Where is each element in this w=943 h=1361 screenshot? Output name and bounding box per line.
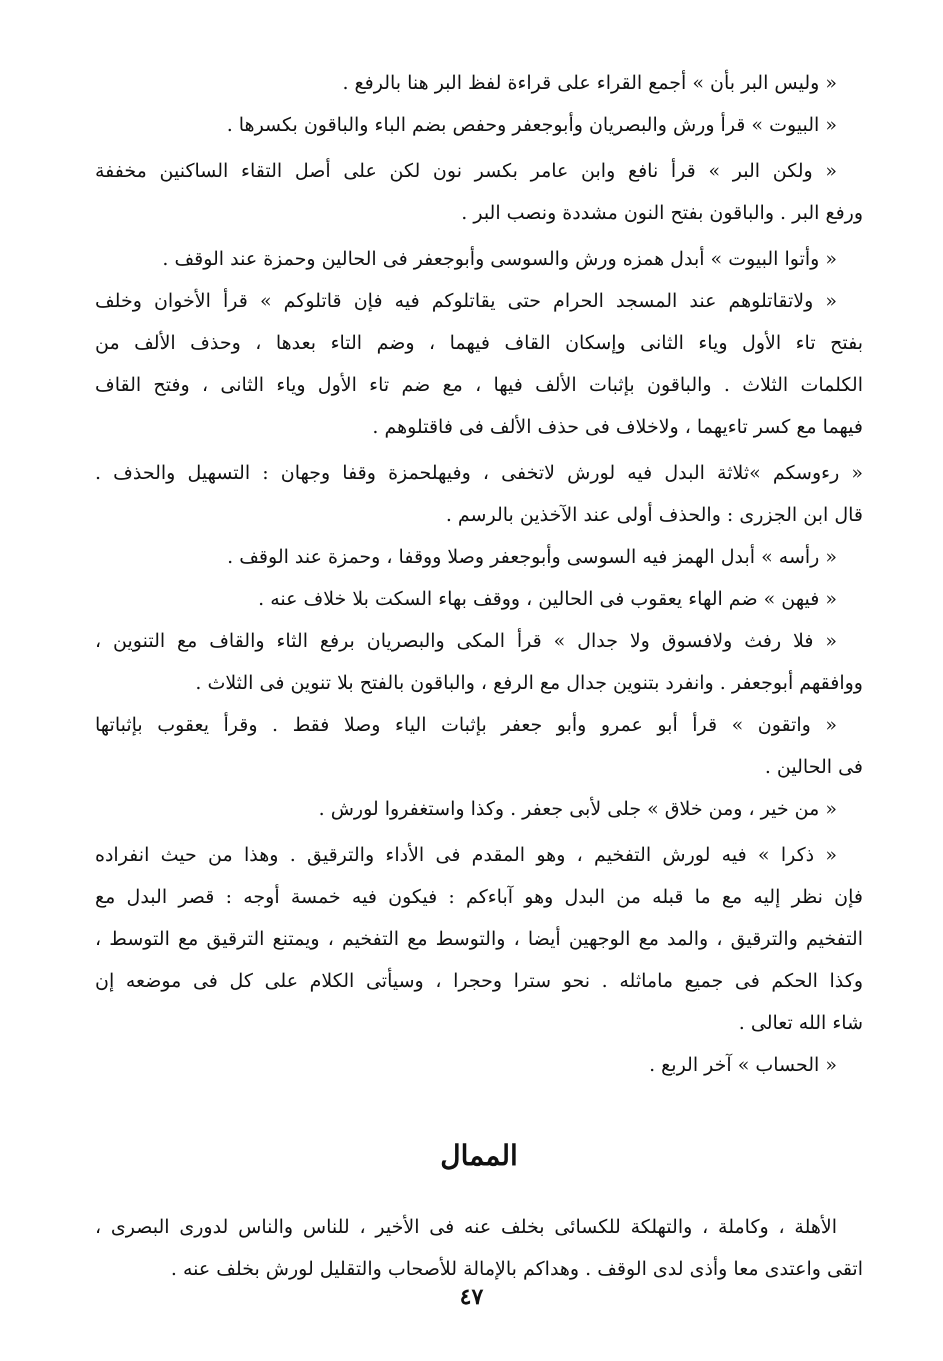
text-line: « واتقون » قرأ أبو عمرو وأبو جعفر بإثبات الياء وصلا فقط . وقرأ يعقوب بإثباتها	[95, 714, 837, 736]
text-line: « رأسه » أبدل الهمز فيه السوسى وأبوجعفر وصلا ووقفا ، وحمزة عند الوقف .	[227, 546, 837, 568]
paragraph	[95, 62, 863, 104]
paragraph	[95, 704, 863, 788]
text-line: « وأتوا البيوت » أبدل همزه ورش والسوسى وأبوجعفر فى الحالين وحمزة عند الوقف .	[162, 248, 837, 270]
text-line: « ولكن البر » قرأ نافع وابن عامر بكسر نون لكن على أصل التقاء الساكنين مخففة	[95, 160, 837, 182]
text-line: « رءوسكم »ثلاثة البدل فيه لورش لاتخفى ، وفيهلحمزة وقفا وجهان : التسهيل والحذف .	[95, 462, 863, 484]
text-line: الكلمات الثلاث . والباقون بإثبات الألف فيها ، مع ضم تاء الأول وياء الثانى ، وفتح القاف	[95, 374, 863, 396]
text-line: « وليس البر بأن » أجمع القراء على قراءة لفظ البر هنا بالرفع .	[342, 72, 837, 94]
text-line: قال ابن الجزرى : والحذف أولى عند الآخذين بالرسم .	[445, 504, 863, 526]
paragraph	[95, 620, 863, 704]
text-line: بفتح تاء الأول وياء الثانى وإسكان القاف فيهما ، وضم التاء بعدها ، وحذف الألف من	[95, 332, 863, 354]
paragraph	[95, 788, 863, 830]
text-line: « الحساب » آخر الربع .	[649, 1054, 837, 1076]
text-line: التفخيم والترقيق ، والمد مع الوجهين أيضا ، والتوسط مع التفخيم ، ويمتنع الترقيق مع التوسط ،	[95, 928, 863, 950]
main-text	[95, 62, 863, 1086]
paragraph	[95, 150, 863, 234]
paragraph	[95, 578, 863, 620]
text-line: ووافقهم أبوجعفر . وانفرد بتنوين جدال مع الرفع ، والباقون بالفتح بلا تنوين فى الثلاث .	[195, 672, 863, 694]
text-line: « ذكرا » فيه لورش التفخيم ، وهو المقدم فى الأداء والترقيق . وهذا من حيث انفراده	[95, 844, 837, 866]
paragraph	[95, 280, 863, 448]
text-line: وكذا الحكم فى جميع ماماثله . نحو سترا وحجرا ، وسيأتى الكلام على كل فى موضعه إن	[95, 970, 863, 992]
text-line: « من خير ، ومن خلاق » جلى لأبى جعفر . وكذا واستغفروا لورش .	[318, 798, 837, 820]
text-line: ورفع البر . والباقون بفتح النون مشددة ونصب البر .	[461, 202, 863, 224]
text-line: اتقى واعتدى معا وأذى لدى الوقف . وهداكم بالإمالة للأصحاب والتقليل لورش بخلف عنه .	[170, 1258, 863, 1280]
text-line: الأهلة ، وكاملة ، والتهلكة للكسائى بخلف عنه فى الأخير ، للناس والناس لدورى البصرى ،	[95, 1216, 837, 1238]
text-line: « فلا رفث ولافسوق ولا جدال » قرأ المكى والبصريان برفع الثاء والقاف مع التنوين ،	[95, 630, 837, 652]
text-line: فيهما مع كسر تاءيهما ، ولاخلاف فى حذف الألف فى فاقتلوهم .	[372, 416, 863, 438]
secondary-text	[95, 1206, 863, 1290]
text-line: « ولاتقاتلوهم عند المسجد الحرام حتى يقاتلوكم فيه فإن قاتلوكم » قرأ الأخوان وخلف	[95, 290, 837, 312]
paragraph	[95, 104, 863, 146]
text-line: فإن نظر إليه مع ما قبله من البدل وهو آباءكم : فيكون فيه خمسة أوجه : قصر البدل مع	[95, 886, 863, 908]
paragraph	[95, 834, 863, 1044]
text-line: « البيوت » قرأ ورش والبصريان وأبوجعفر وحفص بضم الباء والباقون بكسرها .	[226, 114, 837, 136]
text-line: شاء الله تعالى .	[738, 1012, 863, 1034]
page-number: ٤٧	[459, 1284, 484, 1310]
paragraph	[95, 1044, 863, 1086]
text-line: فى الحالين .	[764, 756, 863, 778]
section-heading: الممال	[440, 1139, 518, 1172]
paragraph	[95, 238, 863, 280]
text-line: « فيهن » ضم الهاء يعقوب فى الحالين ، ووقف بهاء السكت بلا خلاف عنه .	[258, 588, 837, 610]
paragraph	[95, 536, 863, 578]
paragraph	[95, 452, 863, 536]
